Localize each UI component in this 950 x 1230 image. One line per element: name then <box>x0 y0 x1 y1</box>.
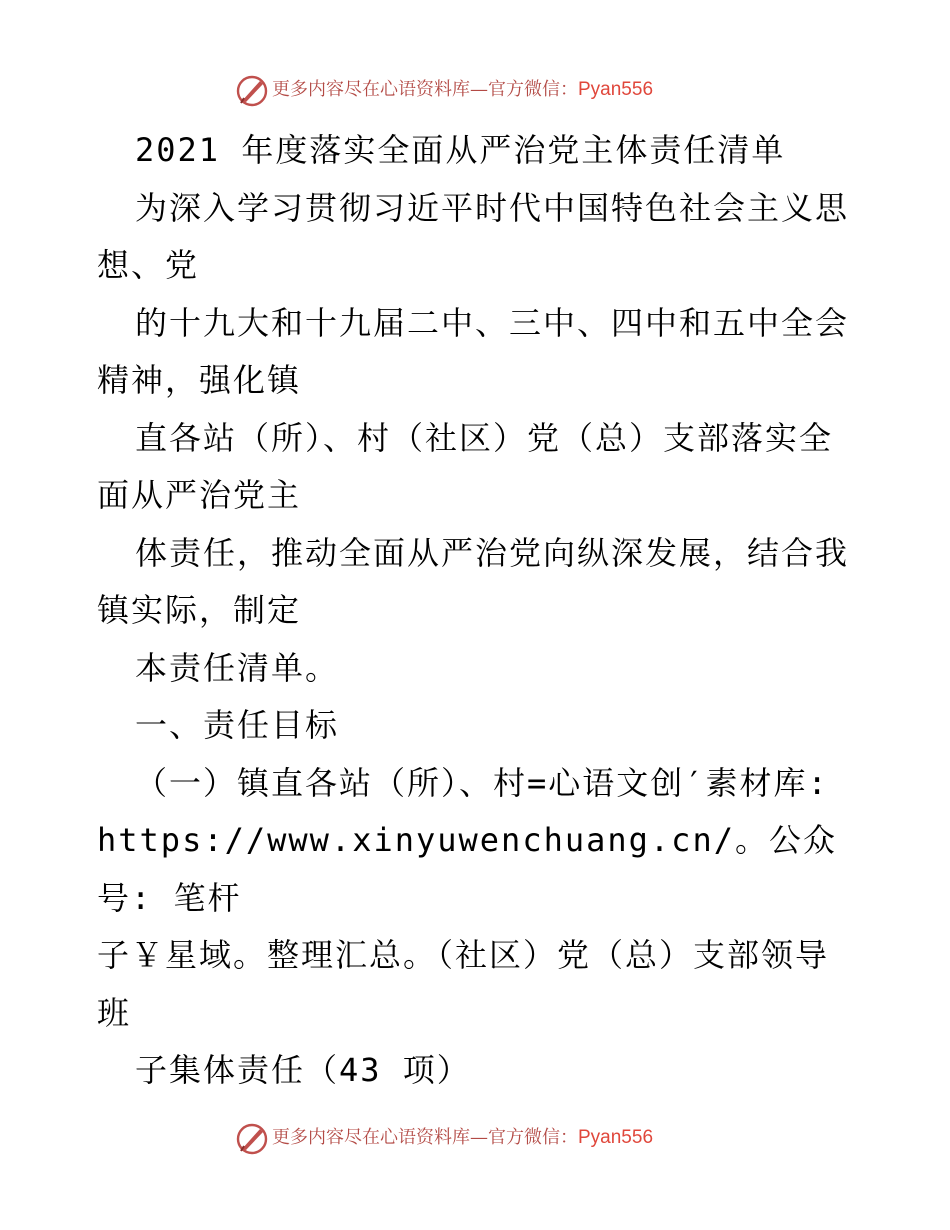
paragraph-line: （一）镇直各站（所）、村=心语文创′素材库: <box>135 763 829 802</box>
paragraph-line: 的十九大和十九届二中、三中、四中和五中全会 <box>135 303 850 342</box>
paragraph-line: 子￥星域。整理汇总。（社区）党（总）支部领导 <box>97 936 830 974</box>
watermark-handle: Pyan556 <box>578 1127 654 1148</box>
document-body <box>97 122 857 1100</box>
paragraph-line: 想、党 <box>97 246 200 284</box>
paragraph-line: 子集体责任（43 项） <box>135 1051 471 1089</box>
paragraph-line: 体责任，推动全面从严治党向纵深发展，结合我 <box>135 533 850 572</box>
paragraph-line: 镇实际，制定 <box>97 591 302 629</box>
paragraph-line: 精神，强化镇 <box>97 361 302 399</box>
watermark-text <box>272 1127 653 1149</box>
quill-pen-logo-icon <box>235 74 269 108</box>
watermark-footer <box>0 1120 950 1160</box>
section-heading: 一、责任目标 <box>135 706 340 744</box>
quill-pen-logo-icon <box>235 1122 269 1156</box>
paragraph-line: 本责任清单。 <box>135 648 340 687</box>
watermark-header <box>0 72 950 112</box>
paragraph-line: 直各站（所）、村（社区）党（总）支部落实全 <box>135 418 834 457</box>
paragraph-line-url: https://www.xinyuwenchuang.cn/。公众号: 笔杆 <box>97 821 837 917</box>
paragraph-line: 为深入学习贯彻习近平时代中国特色社会主义思 <box>135 188 850 227</box>
paragraph-line: 班 <box>97 993 132 1032</box>
watermark-label: 更多内容尽在心语资料库—官方微信： <box>272 79 578 100</box>
watermark-handle: Pyan556 <box>578 79 654 100</box>
document-title: 2021 年度落实全面从严治党主体责任清单 <box>135 131 786 169</box>
watermark-label: 更多内容尽在心语资料库—官方微信： <box>272 1127 578 1148</box>
watermark-text <box>272 79 653 101</box>
paragraph-line: 面从严治党主 <box>97 476 302 514</box>
